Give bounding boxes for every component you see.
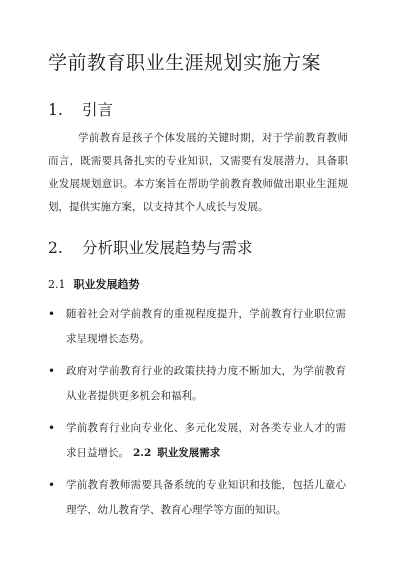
subsection-number: 2.1 xyxy=(48,278,66,291)
subsection-heading-trends xyxy=(48,276,140,292)
bullet-icon: • xyxy=(48,307,56,321)
document-title: 学前教育职业生涯规划实施方案 xyxy=(48,52,322,74)
section-title: 引言 xyxy=(82,101,114,119)
subsection-title: 职业发展需求 xyxy=(157,447,221,459)
section-title: 分析职业发展趋势与需求 xyxy=(82,239,253,257)
section-heading-intro xyxy=(48,98,113,120)
bullet-icon: • xyxy=(48,364,56,378)
bullet-icon: • xyxy=(48,421,56,435)
list-item xyxy=(48,473,346,523)
list-item xyxy=(48,416,346,466)
section-number: 2. xyxy=(48,239,63,257)
subsection-title: 职业发展趋势 xyxy=(73,278,140,291)
intro-paragraph: 学前教育是孩子个体发展的关键时期，对于学前教育教师而言，既需要具备扎实的专业知识，又需要有发展潜力，具备职业发展规划意识。本方案旨在帮助学前教育教师做出职业生涯规划，提供实施方案，以支持其个人成长与发展。 xyxy=(48,132,348,213)
list-item xyxy=(48,359,346,409)
subsection-heading-needs xyxy=(133,447,220,459)
list-item-text: 学前教育行业向专业化、多元化发展，对各类专业人才的需求日益增长。 xyxy=(66,422,346,459)
section-number: 1. xyxy=(48,101,63,119)
list-item-text: 学前教育教师需要具备系统的专业知识和技能，包括儿童心理学、幼儿教育学、教育心理学等方面的知识。 xyxy=(66,479,346,516)
list-item xyxy=(48,302,346,352)
bullet-icon: • xyxy=(48,478,56,492)
section-heading-analysis xyxy=(48,236,253,258)
subsection-number: 2.2 xyxy=(133,447,152,459)
list-item-text: 随着社会对学前教育的重视程度提升，学前教育行业职位需求呈现增长态势。 xyxy=(66,308,346,345)
list-item-text: 政府对学前教育行业的政策扶持力度不断加大，为学前教育从业者提供更多机会和福利。 xyxy=(66,365,346,402)
